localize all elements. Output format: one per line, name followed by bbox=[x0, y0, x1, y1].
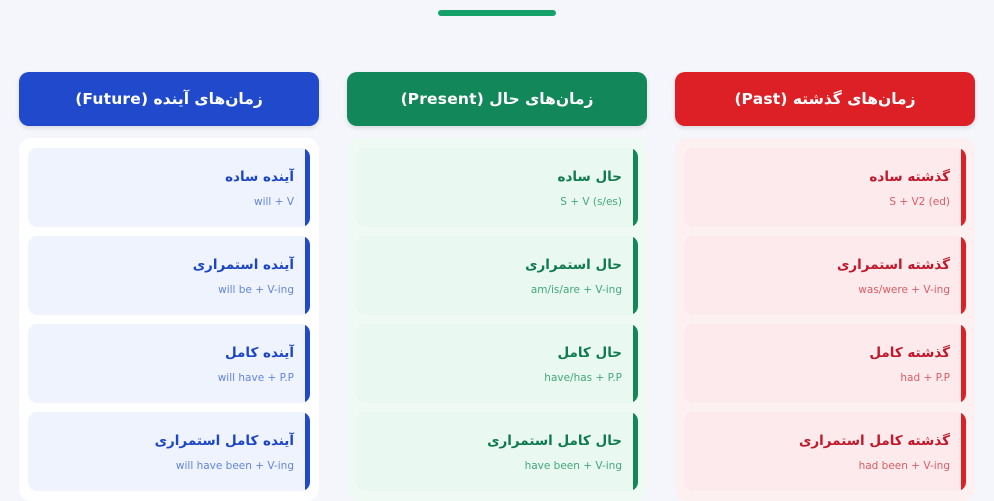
tense-formula: have been + V-ing bbox=[524, 460, 622, 473]
tense-title: حال کامل استمراری bbox=[487, 432, 622, 449]
tense-title: گذشته کامل bbox=[869, 344, 950, 361]
tense-title: گذشته ساده bbox=[869, 168, 950, 185]
tense-formula: was/were + V-ing bbox=[858, 284, 950, 297]
tense-title: آینده کامل bbox=[224, 344, 294, 361]
tense-card[interactable] bbox=[684, 324, 966, 403]
column-body-future bbox=[19, 138, 319, 501]
column-body-past bbox=[675, 138, 975, 501]
tense-title: حال استمراری bbox=[525, 256, 622, 273]
column-header-future: زمان‌های آینده (Future) bbox=[19, 72, 319, 126]
tense-card[interactable] bbox=[28, 236, 310, 315]
card-edge-accent bbox=[961, 236, 966, 315]
card-edge-accent bbox=[961, 412, 966, 491]
card-edge-accent bbox=[633, 148, 638, 227]
card-edge-accent bbox=[961, 324, 966, 403]
tense-formula: will be + V-ing bbox=[218, 284, 294, 297]
tense-title: آینده کامل استمراری bbox=[154, 432, 294, 449]
column-body-present bbox=[347, 138, 647, 501]
tense-formula: S + V2 (ed) bbox=[889, 196, 950, 209]
tense-title: آینده استمراری bbox=[192, 256, 294, 273]
tense-formula: will + V bbox=[254, 196, 294, 209]
top-accent-bar bbox=[438, 10, 556, 16]
tense-card[interactable] bbox=[684, 412, 966, 491]
tense-card[interactable] bbox=[28, 324, 310, 403]
card-edge-accent bbox=[633, 412, 638, 491]
tense-card[interactable] bbox=[684, 236, 966, 315]
tense-card[interactable] bbox=[356, 412, 638, 491]
card-edge-accent bbox=[305, 324, 310, 403]
card-edge-accent bbox=[633, 236, 638, 315]
tense-title: گذشته استمراری bbox=[837, 256, 950, 273]
tense-title: گذشته کامل استمراری bbox=[799, 432, 950, 449]
tenses-columns-container bbox=[0, 72, 994, 501]
tense-column-present bbox=[347, 72, 647, 501]
card-edge-accent bbox=[305, 412, 310, 491]
tense-formula: have/has + P.P bbox=[544, 372, 622, 385]
tense-column-past bbox=[675, 72, 975, 501]
tense-title: حال کامل bbox=[557, 344, 622, 361]
tense-title: حال ساده bbox=[557, 168, 622, 185]
card-edge-accent bbox=[305, 148, 310, 227]
card-edge-accent bbox=[961, 148, 966, 227]
tense-formula: S + V (s/es) bbox=[560, 196, 622, 209]
tense-formula: will have been + V-ing bbox=[175, 460, 294, 473]
column-header-past: زمان‌های گذشته (Past) bbox=[675, 72, 975, 126]
tense-column-future bbox=[19, 72, 319, 501]
tense-formula: am/is/are + V-ing bbox=[530, 284, 622, 297]
card-edge-accent bbox=[633, 324, 638, 403]
tense-card[interactable] bbox=[28, 148, 310, 227]
tense-title: آینده ساده bbox=[225, 168, 294, 185]
tense-formula: had + P.P bbox=[900, 372, 950, 385]
tense-card[interactable] bbox=[684, 148, 966, 227]
tense-card[interactable] bbox=[356, 324, 638, 403]
tense-card[interactable] bbox=[356, 148, 638, 227]
tense-formula: will have + P.P bbox=[217, 372, 294, 385]
tense-card[interactable] bbox=[356, 236, 638, 315]
tense-card[interactable] bbox=[28, 412, 310, 491]
column-header-present: زمان‌های حال (Present) bbox=[347, 72, 647, 126]
card-edge-accent bbox=[305, 236, 310, 315]
tense-formula: had been + V-ing bbox=[858, 460, 950, 473]
